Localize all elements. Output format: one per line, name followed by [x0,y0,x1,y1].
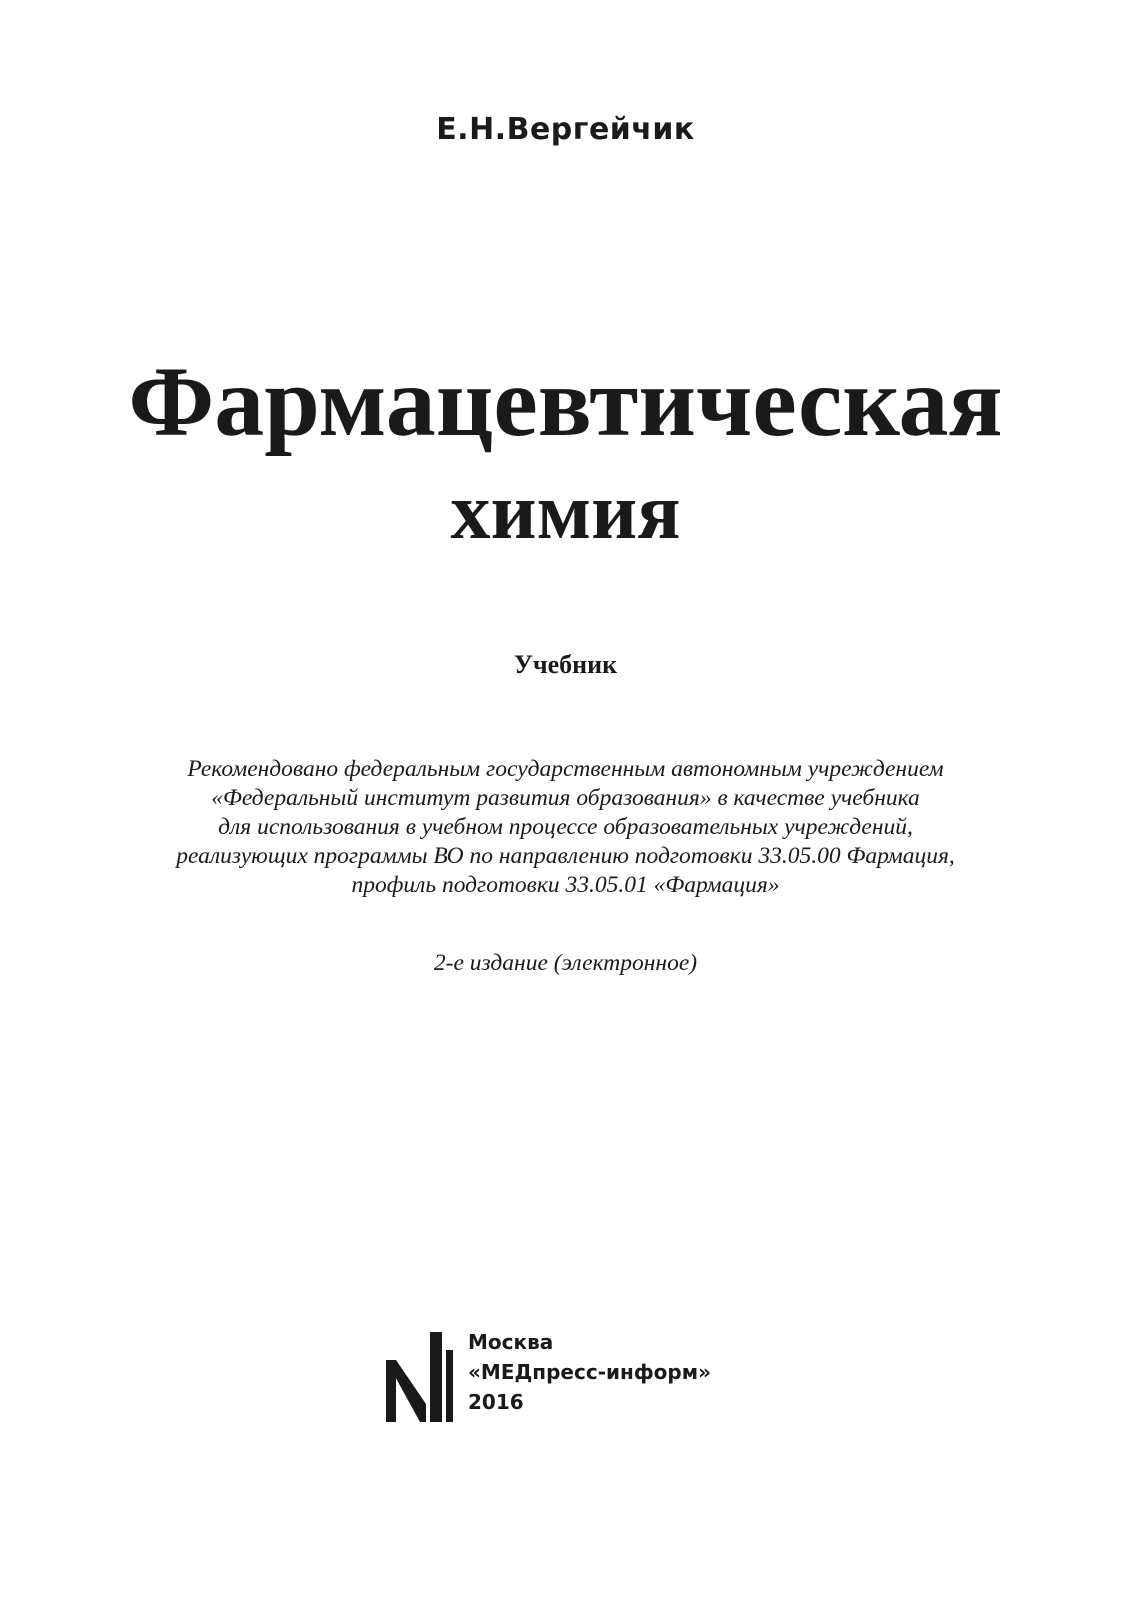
author-name: Е.Н.Вергейчик [436,112,695,147]
document-type: Учебник [513,650,618,679]
recommendation-line: «Федеральный институт развития образования» в качестве учебника [211,785,920,811]
publisher-block [386,1332,806,1422]
publisher-year: 2016 [468,1390,524,1414]
recommendation-text [0,755,1131,900]
edition-note: 2-е издание (электронное) [433,950,698,976]
publisher-city: Москва [468,1330,554,1354]
book-title-line-1: Фармацевтическая [128,346,1003,457]
publisher-name: «МЕДпресс-информ» [468,1360,712,1384]
medpress-logo-icon [386,1332,456,1422]
book-title-line-2: химия [450,468,681,556]
recommendation-line: Рекомендовано федеральным государственным автономным учреждением [187,756,944,782]
recommendation-line: профиль подготовки 33.05.01 «Фармация» [351,872,780,898]
recommendation-line: реализующих программы ВО по направлению подготовки 33.05.00 Фармация, [176,843,955,869]
recommendation-line: для использования в учебном процессе образовательных учреждений, [218,814,913,840]
publisher-text [468,1327,711,1417]
